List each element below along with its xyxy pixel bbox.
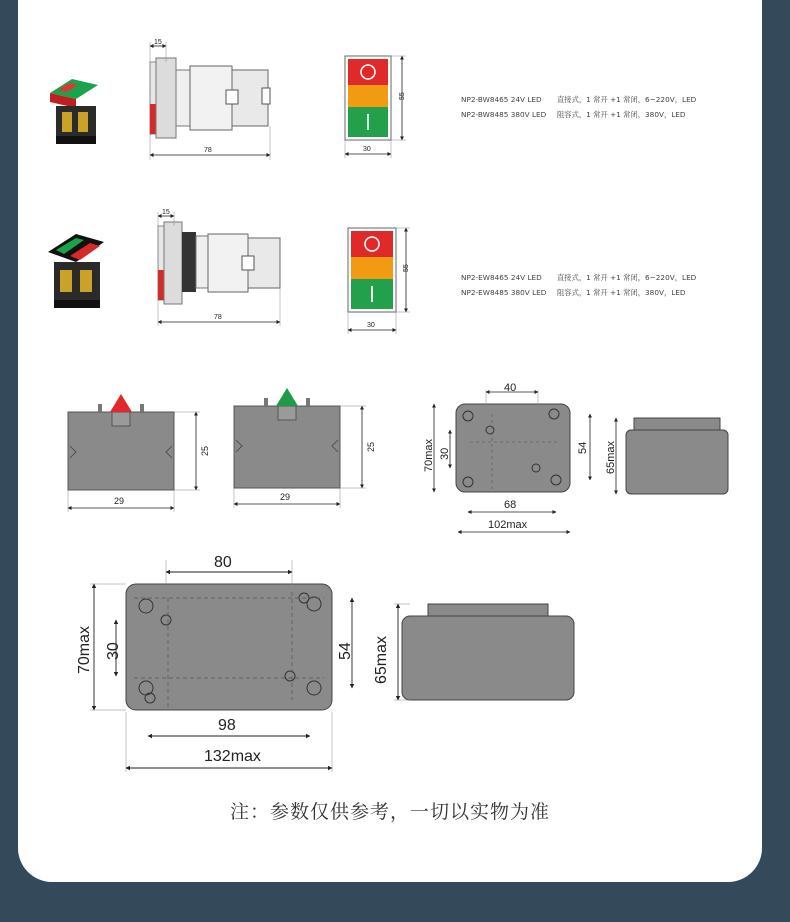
spec-line <box>461 92 696 107</box>
spec-sheet-card <box>18 0 762 882</box>
small-side-height: 65max <box>605 440 617 474</box>
row1-spec-list <box>461 92 696 122</box>
small-box-height-max: 70max <box>423 438 435 472</box>
large-box-top-dim: 80 <box>214 554 232 571</box>
disclaimer-note: 注：参数仅供参考，一切以实物为准 <box>229 801 550 823</box>
large-side-height: 65max <box>373 635 390 684</box>
row2-length-dim: 78 <box>214 314 222 321</box>
large-enclosure-top-view <box>76 554 354 772</box>
small-enclosure-side-view <box>605 418 728 494</box>
side-view-ew <box>158 209 280 326</box>
row2-top-dim: 15 <box>162 209 170 216</box>
small-box-right-height: 54 <box>577 441 589 454</box>
small-box-inner-height: 30 <box>439 447 451 460</box>
row1-length-dim: 78 <box>204 147 212 154</box>
block2-height-dim: 25 <box>366 441 376 452</box>
block2-width-dim: 29 <box>280 492 291 502</box>
spec-model: NP2-EW8465 24V LED <box>461 273 542 282</box>
spec-line <box>461 270 696 285</box>
row2-spec-list <box>461 270 696 300</box>
small-box-width-max: 102max <box>488 519 528 531</box>
spec-model: NP2-BW8465 24V LED <box>461 95 542 104</box>
contact-block-green <box>234 388 376 508</box>
row1-front-width-dim: 30 <box>363 146 371 153</box>
contact-block-red <box>68 394 210 512</box>
large-box-height-max: 70max <box>76 625 93 674</box>
spec-line <box>461 107 696 122</box>
side-view-bw <box>150 39 270 160</box>
row2-front-height-dim: 55 <box>403 264 410 272</box>
row1-front-height-dim: 55 <box>399 92 406 100</box>
product-photo-ew <box>48 234 104 308</box>
spec-desc: 直接式，1 常开 +1 常闭，6~220V，LED <box>557 95 697 104</box>
large-enclosure-side-view <box>373 604 574 700</box>
large-box-width-max: 132max <box>204 748 261 765</box>
spec-model: NP2-BW8485 380V LED <box>461 110 547 119</box>
large-box-right-height: 54 <box>337 642 354 660</box>
spec-desc: 阻容式，1 常开 +1 常闭，380V，LED <box>557 110 686 119</box>
front-view-bw <box>345 56 406 158</box>
product-photo-bw <box>50 79 98 144</box>
block1-height-dim: 25 <box>200 445 210 456</box>
small-box-top-dim: 40 <box>504 382 517 394</box>
technical-drawings <box>18 0 762 882</box>
large-box-inner-height: 30 <box>105 642 122 660</box>
row1-top-dim: 15 <box>154 39 162 46</box>
spec-desc: 阻容式，1 常开 +1 常闭，380V，LED <box>557 288 686 297</box>
spec-line <box>461 285 696 300</box>
spec-desc: 直接式，1 常开 +1 常闭，6~220V，LED <box>557 273 697 282</box>
block1-width-dim: 29 <box>114 496 125 506</box>
spec-model: NP2-EW8485 380V LED <box>461 288 547 297</box>
small-box-inner-width: 68 <box>504 499 517 511</box>
small-enclosure-top-view <box>423 382 590 532</box>
front-view-ew <box>348 228 410 334</box>
large-box-inner-width: 98 <box>218 717 236 734</box>
row2-front-width-dim: 30 <box>367 322 375 329</box>
